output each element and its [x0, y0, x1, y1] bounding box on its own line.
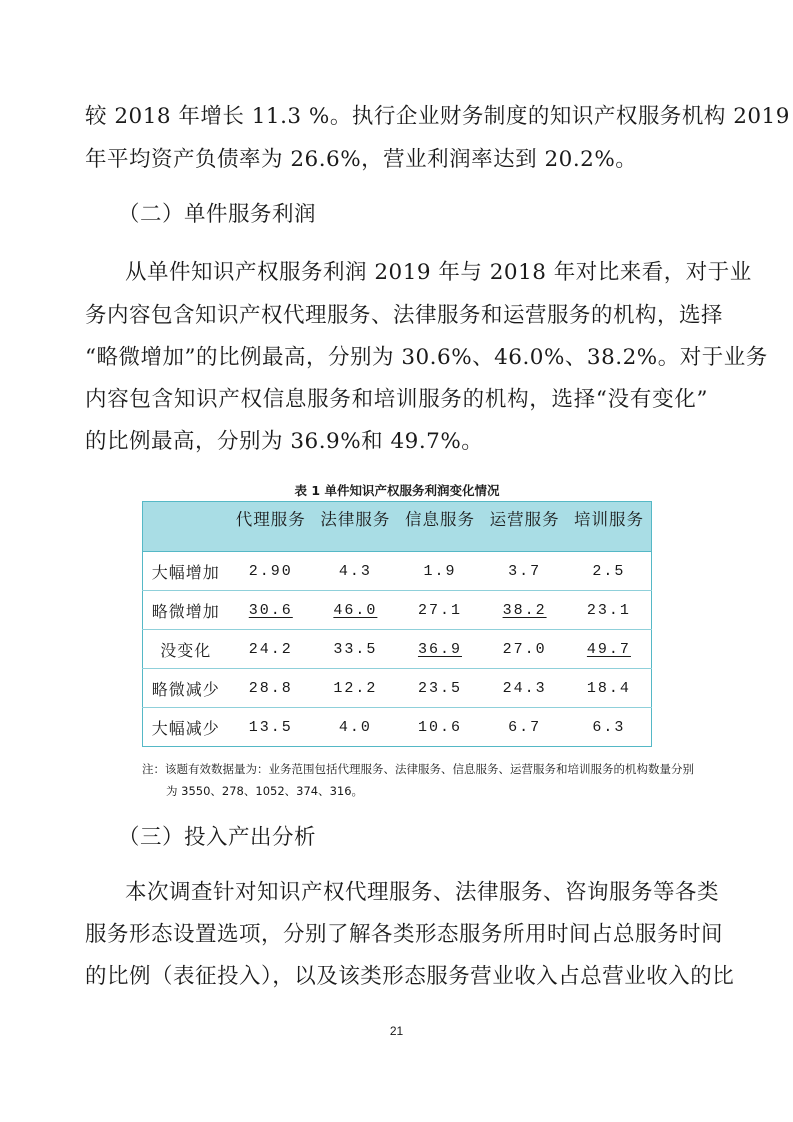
- section-heading: （二）单件服务利润: [118, 202, 317, 227]
- table-cell: 24.3: [482, 669, 567, 708]
- body-text-line: 务内容包含知识产权代理服务、法律服务和运营服务的机构，选择: [85, 303, 724, 328]
- table-cell: 23.1: [567, 591, 652, 630]
- body-text-line: 内容包含知识产权信息服务和培训服务的机构，选择“没有变化”: [85, 387, 708, 412]
- table-cell: 3.7: [482, 552, 567, 591]
- table-cell: 18.4: [567, 669, 652, 708]
- body-text-line: 本次调查针对知识产权代理服务、法律服务、咨询服务等各类: [125, 880, 720, 905]
- row-label: 略微减少: [143, 669, 229, 708]
- page-number: 21: [389, 1024, 404, 1038]
- body-text-line: “略微增加”的比例最高，分别为 30.6%、46.0%、38.2%。对于业务: [85, 345, 768, 370]
- row-label: 没变化: [143, 630, 229, 669]
- body-text-line: 的比例最高，分别为 36.9%和 49.7%。: [85, 429, 484, 454]
- table-header-row: [143, 502, 652, 552]
- table-cell: 36.9: [398, 630, 483, 669]
- body-text-line: 服务形态设置选项，分别了解各类形态服务所用时间占总服务时间: [85, 922, 724, 947]
- table-header-cell: [143, 502, 229, 552]
- body-text-line: 的比例（表征投入），以及该类形态服务营业收入占总营业收入的比: [85, 964, 735, 989]
- profit-change-table: [142, 501, 652, 747]
- body-text-line: 较 2018 年增长 11.3 %。执行企业财务制度的知识产权服务机构 2019: [85, 104, 790, 129]
- section-heading: （三）投入产出分析: [118, 825, 317, 850]
- table-cell: 33.5: [313, 630, 398, 669]
- table-cell: 23.5: [398, 669, 483, 708]
- table-cell: 28.8: [229, 669, 314, 708]
- table-cell: 6.3: [592, 718, 626, 736]
- table-cell: 12.2: [313, 669, 398, 708]
- row-label: 大幅增加: [143, 552, 229, 591]
- table-row: [143, 630, 652, 669]
- table-header-cell: 培训服务: [567, 502, 652, 552]
- table-cell: 1.9: [398, 552, 483, 591]
- table-cell: 10.6: [417, 718, 462, 736]
- table-cell: 4.3: [313, 552, 398, 591]
- table-row: [143, 552, 652, 591]
- table-cell: 6.7: [508, 718, 542, 736]
- row-label: 大幅减少: [151, 718, 220, 738]
- table-cell: 2.5: [567, 552, 652, 591]
- table-header-cell: 信息服务: [398, 502, 483, 552]
- body-text-line: 从单件知识产权服务利润 2019 年与 2018 年对比来看，对于业: [125, 260, 752, 285]
- table-cell: 2.90: [229, 552, 314, 591]
- body-text-line: 年平均资产负债率为 26.6%，营业利润率达到 20.2%。: [85, 147, 638, 172]
- table-note: 注：该题有效数据量为：业务范围包括代理服务、法律服务、信息服务、运营服务和培训服务的机构数量分别: [142, 762, 694, 776]
- table-header-cell: 代理服务: [229, 502, 314, 552]
- table-cell: 30.6: [229, 591, 314, 630]
- table-note: 为 3550、278、1052、374、316。: [166, 784, 364, 798]
- table-row: [143, 669, 652, 708]
- table-row: [143, 591, 652, 630]
- table-cell: 4.0: [338, 718, 372, 736]
- table-cell: 38.2: [482, 591, 567, 630]
- table-header-cell: 法律服务: [313, 502, 398, 552]
- row-label: 略微增加: [143, 591, 229, 630]
- table-cell: 24.2: [229, 630, 314, 669]
- table-cell: 13.5: [248, 718, 293, 736]
- table-row: [143, 708, 652, 747]
- table-cell: 27.1: [398, 591, 483, 630]
- table-cell: 27.0: [482, 630, 567, 669]
- table-cell: 49.7: [567, 630, 652, 669]
- table-cell: 46.0: [313, 591, 398, 630]
- table-caption: 表 1 单件知识产权服务利润变化情况: [294, 483, 500, 498]
- table-header-cell: 运营服务: [482, 502, 567, 552]
